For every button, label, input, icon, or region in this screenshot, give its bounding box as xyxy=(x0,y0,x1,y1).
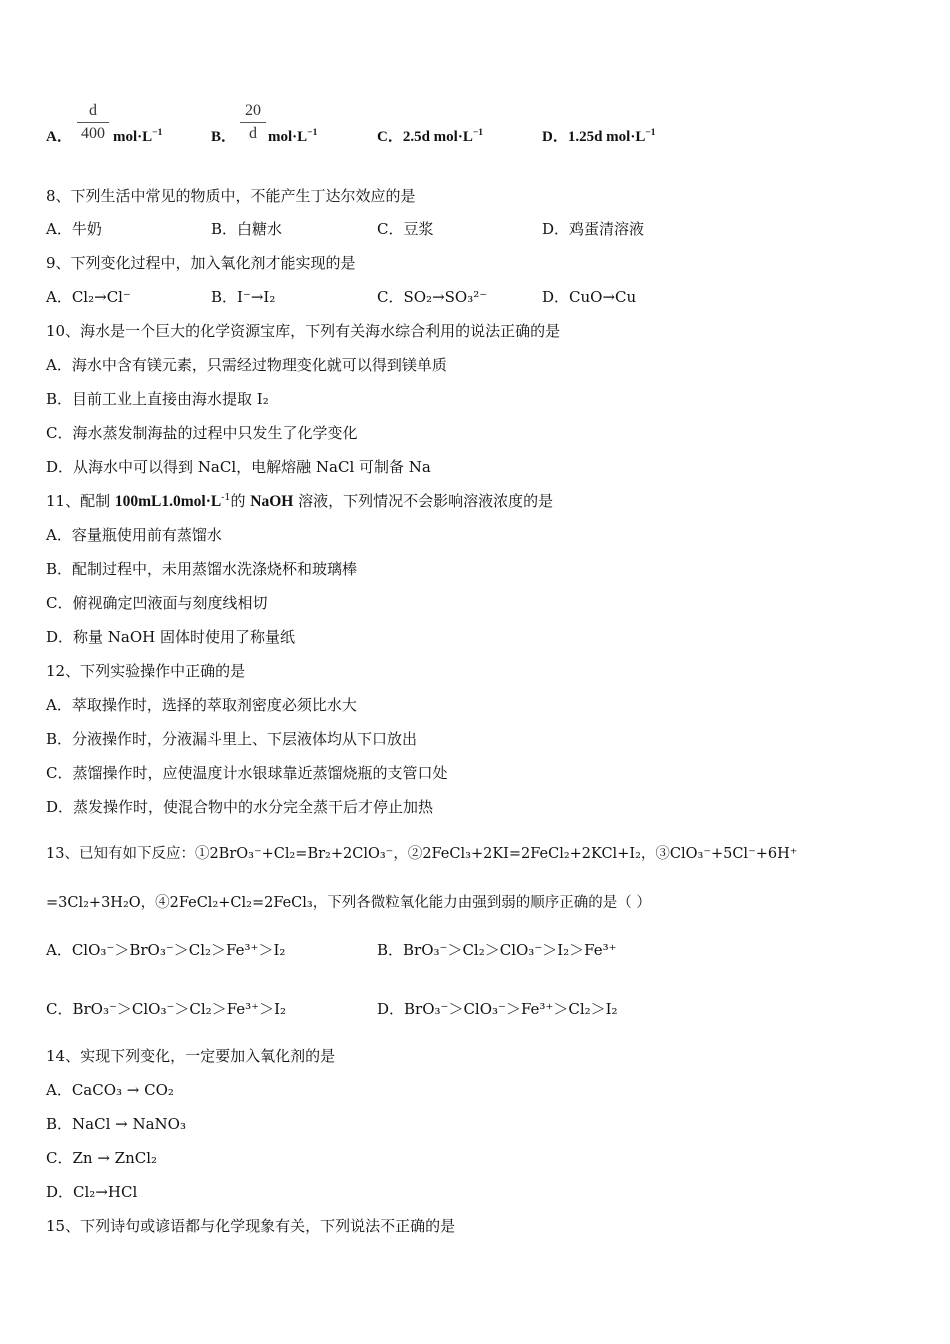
q10-option-a: A．海水中含有镁元素，只需经过物理变化就可以得到镁单质 xyxy=(46,356,447,374)
unit-exponent: −1 xyxy=(645,128,656,138)
stem-formula: NaOH xyxy=(250,493,294,510)
q8-option-d: D．鸡蛋清溶液 xyxy=(542,220,645,238)
q7-option-c xyxy=(377,127,483,147)
q9-option-a: A．Cl₂→Cl⁻ xyxy=(46,288,131,306)
stem-exponent: -1 xyxy=(221,492,231,503)
q13-stem-line2: =3Cl₂+3H₂O，④2FeCl₂+Cl₂=2FeCl₃，下列各微粒氧化能力由强到弱的顺序正确的是（ ） xyxy=(46,895,651,911)
q13-stem-line1: 13、已知有如下反应：①2BrO₃⁻+Cl₂=Br₂+2ClO₃⁻，②2FeCl₃+2KI=2FeCl₂+2KCl+I₂，③ClO₃⁻+5Cl⁻+6H⁺ xyxy=(46,846,798,862)
q9-stem: 9、下列变化过程中，加入氧化剂才能实现的是 xyxy=(46,254,356,272)
fraction-bar xyxy=(240,122,266,123)
q8-option-a: A．牛奶 xyxy=(46,220,102,238)
unit-exponent: −1 xyxy=(307,128,318,138)
q14-option-c: C．Zn → ZnCl₂ xyxy=(46,1149,158,1167)
q13-option-b: B．BrO₃⁻＞Cl₂＞ClO₃⁻＞I₂＞Fe³⁺ xyxy=(377,941,617,959)
q12-option-b: B．分液操作时，分液漏斗里上、下层液体均从下口放出 xyxy=(46,730,418,748)
q7-option-a-label: A． xyxy=(46,129,72,145)
q12-stem: 12、下列实验操作中正确的是 xyxy=(46,662,246,680)
q9-option-b: B．I⁻→I₂ xyxy=(211,288,276,306)
fraction-denominator: d xyxy=(249,125,257,142)
stem-text: 11、配制 xyxy=(46,492,115,510)
stem-formula: 100mL1.0mol·L xyxy=(114,493,222,510)
q11-option-c: C．俯视确定凹液面与刻度线相切 xyxy=(46,594,268,612)
q8-stem: 8、下列生活中常见的物质中，不能产生丁达尔效应的是 xyxy=(46,187,416,205)
fraction-numerator: 20 xyxy=(245,102,261,119)
q13-option-a: A．ClO₃⁻＞BrO₃⁻＞Cl₂＞Fe³⁺＞I₂ xyxy=(46,941,286,959)
q12-option-d: D．蒸发操作时，使混合物中的水分完全蒸干后才停止加热 xyxy=(46,798,434,816)
q9-option-d: D．CuO→Cu xyxy=(542,288,637,306)
q10-option-c: C．海水蒸发制海盐的过程中只发生了化学变化 xyxy=(46,424,358,442)
q14-stem: 14、实现下列变化，一定要加入氧化剂的是 xyxy=(46,1047,336,1065)
q7-option-a-fraction xyxy=(77,102,109,143)
q15-stem: 15、下列诗句或谚语都与化学现象有关，下列说法不正确的是 xyxy=(46,1217,456,1235)
q11-option-d: D．称量 NaOH 固体时使用了称量纸 xyxy=(46,628,296,646)
q11-option-a: A．容量瓶使用前有蒸馏水 xyxy=(46,526,222,544)
unit-text: mol·L xyxy=(113,129,153,145)
q7-option-d xyxy=(542,127,656,147)
q11-option-b: B．配制过程中，未用蒸馏水洗涤烧杯和玻璃棒 xyxy=(46,560,358,578)
q11-stem xyxy=(46,491,553,512)
q14-option-d: D．Cl₂→HCl xyxy=(46,1183,138,1201)
option-text: C．2.5d mol·L xyxy=(377,129,473,145)
fraction-numerator: d xyxy=(89,102,97,119)
unit-text: mol·L xyxy=(268,129,308,145)
q10-option-d: D．从海水中可以得到 NaCl，电解熔融 NaCl 可制备 Na xyxy=(46,458,431,476)
q14-option-a: A．CaCO₃ → CO₂ xyxy=(46,1081,174,1099)
q7-option-a-unit xyxy=(113,127,162,147)
option-text: D．1.25d mol·L xyxy=(542,129,646,145)
stem-text: 溶液，下列情况不会影响溶液浓度的是 xyxy=(293,492,554,510)
q12-option-a: A．萃取操作时，选择的萃取剂密度必须比水大 xyxy=(46,696,357,714)
fraction-denominator: 400 xyxy=(81,125,105,142)
q10-stem: 10、海水是一个巨大的化学资源宝库，下列有关海水综合利用的说法正确的是 xyxy=(46,322,561,340)
unit-exponent: −1 xyxy=(152,128,163,138)
q8-option-c: C．豆浆 xyxy=(377,220,434,238)
q13-option-d: D．BrO₃⁻＞ClO₃⁻＞Fe³⁺＞Cl₂＞I₂ xyxy=(377,1000,618,1018)
q7-option-b-fraction xyxy=(240,102,266,143)
unit-exponent: −1 xyxy=(472,128,484,138)
fraction-bar xyxy=(77,122,109,123)
q7-option-b-label: B． xyxy=(211,129,237,145)
q8-option-b: B．白糖水 xyxy=(211,220,283,238)
q10-option-b: B．目前工业上直接由海水提取 I₂ xyxy=(46,390,269,408)
q14-option-b: B．NaCl → NaNO₃ xyxy=(46,1115,186,1133)
q12-option-c: C．蒸馏操作时，应使温度计水银球靠近蒸馏烧瓶的支管口处 xyxy=(46,764,448,782)
q7-option-b-unit xyxy=(268,127,317,147)
q9-option-c: C．SO₂→SO₃²⁻ xyxy=(377,288,488,306)
stem-text: 的 xyxy=(230,492,251,510)
q13-option-c: C．BrO₃⁻＞ClO₃⁻＞Cl₂＞Fe³⁺＞I₂ xyxy=(46,1000,287,1018)
